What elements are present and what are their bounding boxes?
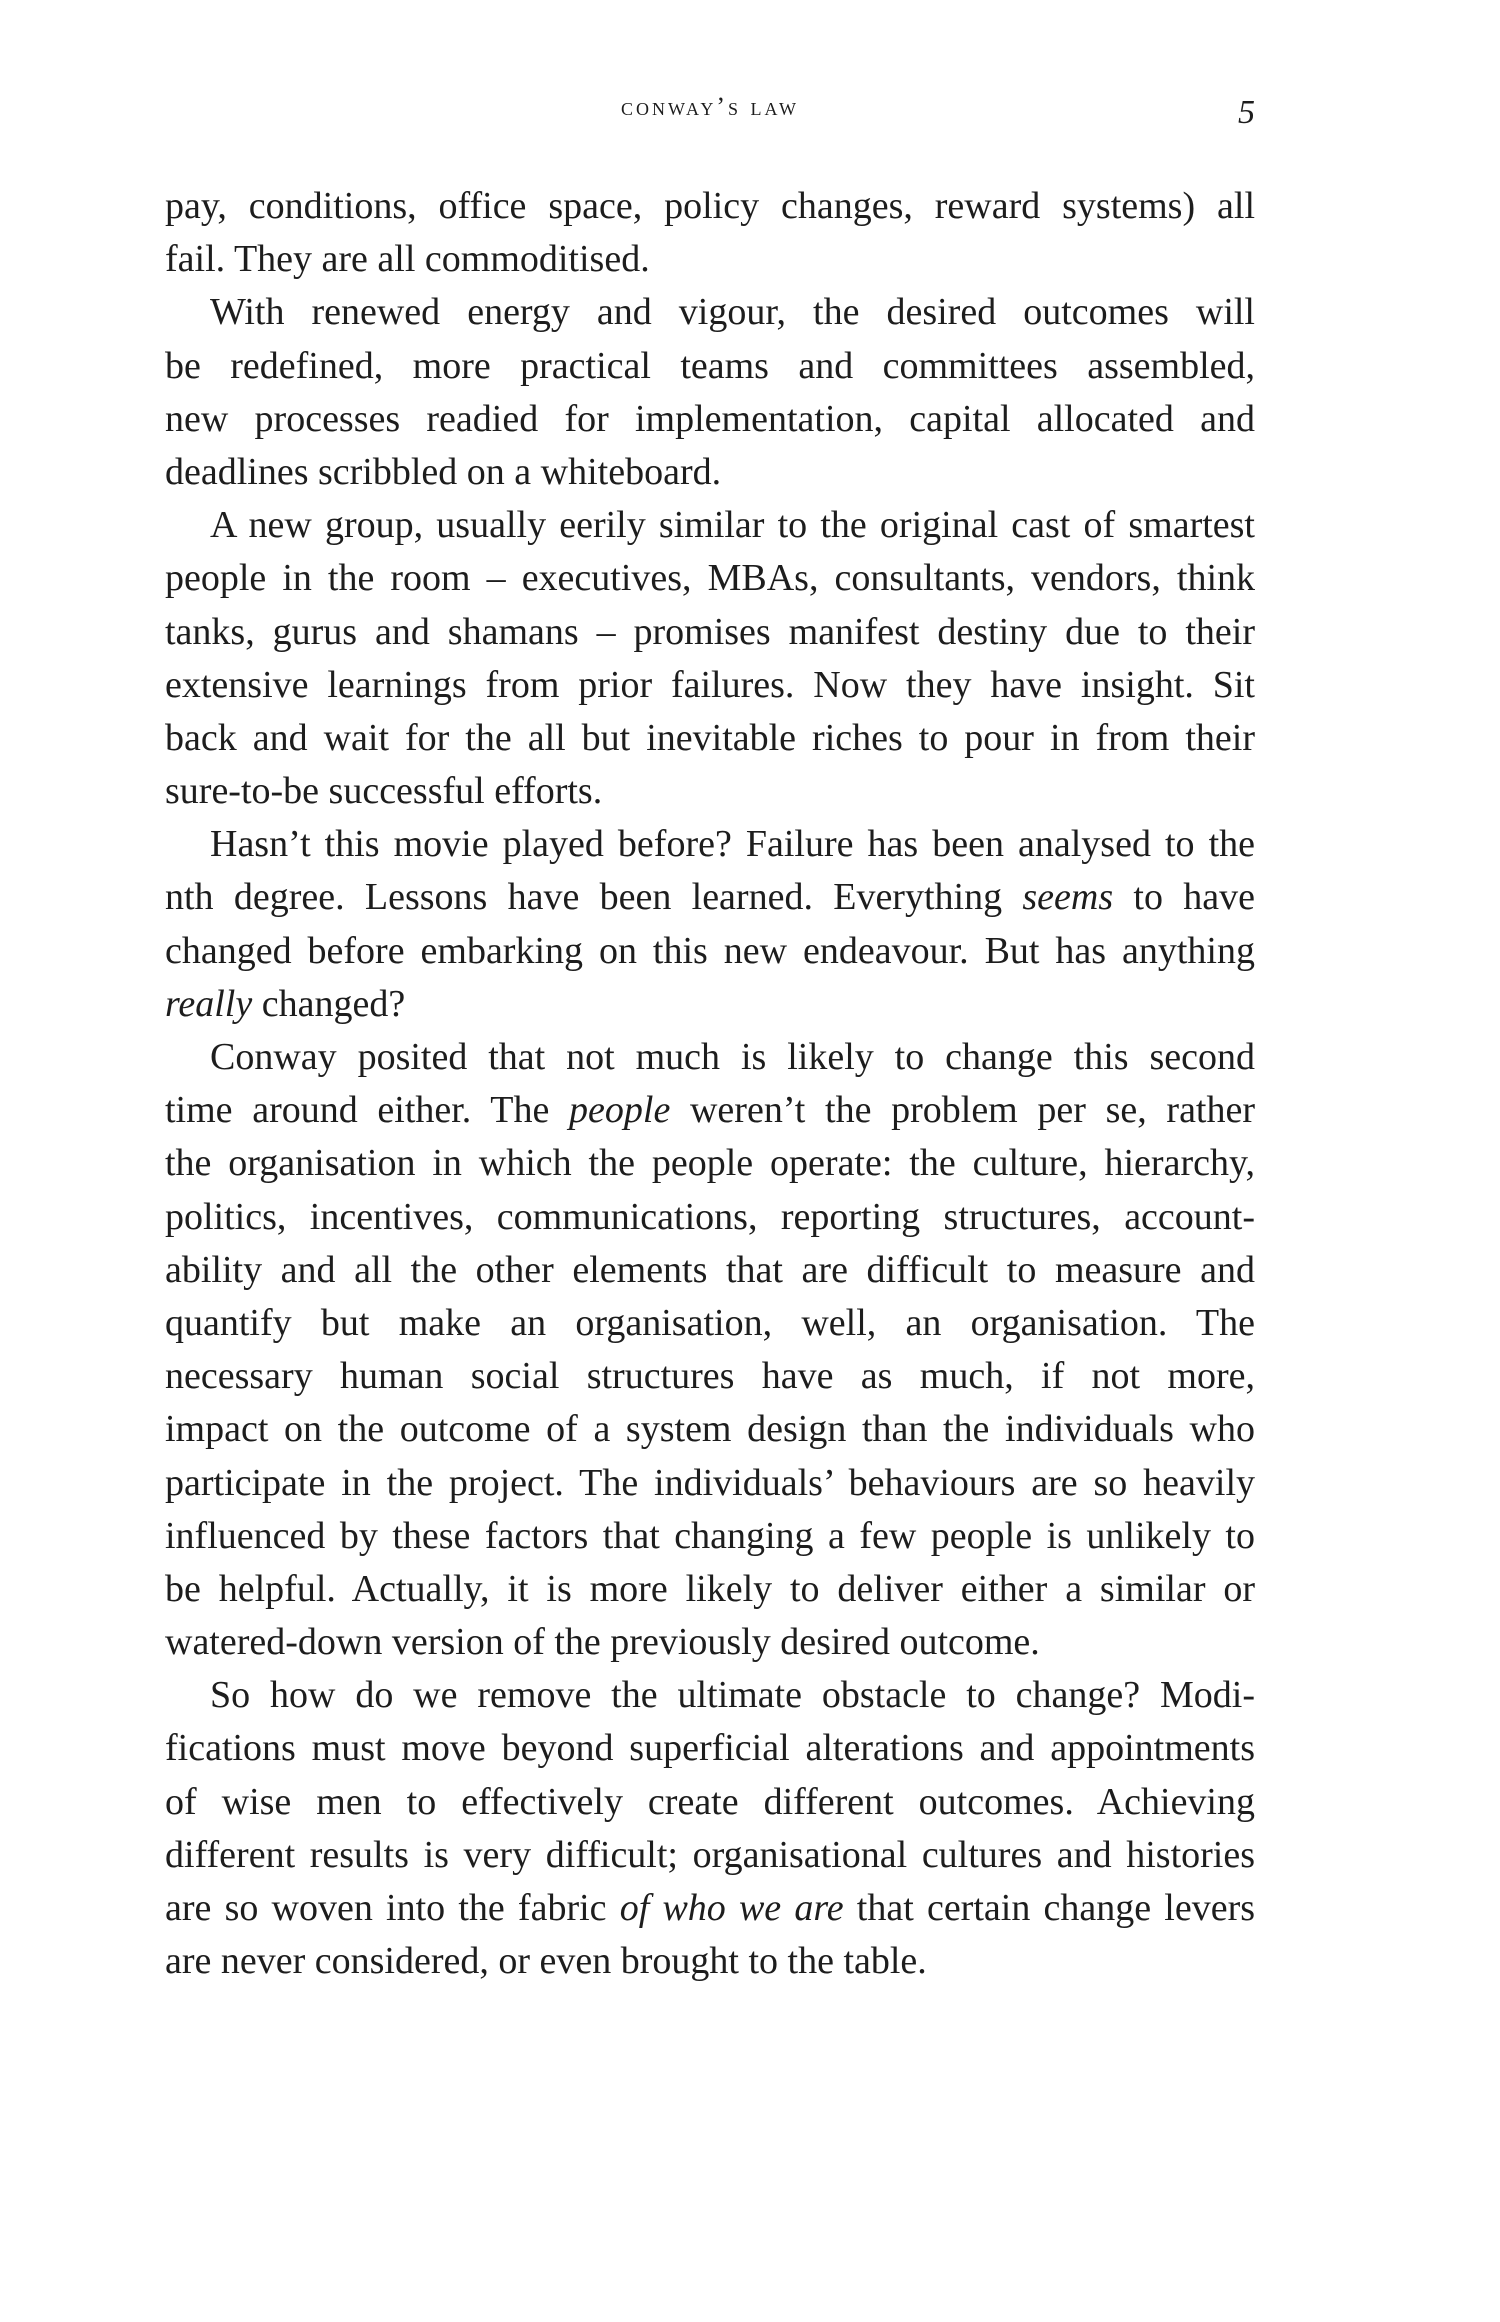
text-line: [165, 1350, 1255, 1403]
text-segment: be redefined, more practical teams and committees assembled,: [165, 344, 1255, 387]
paragraph: [165, 180, 1255, 286]
text-segment: impact on the outcome of a system design than the individuals who: [165, 1408, 1255, 1451]
text-line: [165, 1084, 1255, 1137]
text-segment: the organisation in which the people operate: the culture, hierarchy,: [165, 1142, 1255, 1185]
text-line: [165, 978, 1255, 1031]
italic-text: people: [569, 1089, 671, 1132]
text-line: [165, 1244, 1255, 1297]
text-line: [165, 286, 1255, 339]
text-line: [165, 1457, 1255, 1510]
text-segment: quantify but make an organisation, well, an organisation. The: [165, 1301, 1255, 1344]
italic-text: really: [165, 982, 253, 1025]
italic-text: of who we are: [619, 1887, 844, 1929]
text-segment: influenced by these factors that changing a few people is unlikely to: [165, 1514, 1255, 1557]
text-line: [165, 1563, 1255, 1616]
text-line: [165, 818, 1255, 871]
text-line: [165, 180, 1255, 233]
text-segment: back and wait for the all but inevitable riches to pour in from their: [165, 716, 1255, 759]
text-segment: changed before embarking on this new endeavour. But has anything: [165, 929, 1255, 972]
text-segment: extensive learnings from prior failures. Now they have insight. Sit: [165, 663, 1255, 706]
text-segment: of wise men to effectively create different outcomes. Achieving: [165, 1780, 1255, 1823]
text-line: [165, 499, 1255, 552]
text-segment: that certain change levers: [843, 1887, 1256, 1929]
text-segment: nth degree. Lessons have been learned. Everything: [165, 876, 1023, 919]
text-segment: ability and all the other elements that are difficult to measure and: [165, 1248, 1255, 1291]
paragraph: [165, 286, 1255, 499]
text-line: [165, 659, 1255, 712]
text-segment: necessary human social structures have as much, if not more,: [165, 1355, 1255, 1398]
paragraph: [165, 818, 1255, 1031]
text-segment: politics, incentives, communications, reporting structures, account-: [165, 1195, 1255, 1238]
text-line: [165, 1722, 1255, 1775]
paragraph: [165, 1031, 1255, 1669]
text-line: [165, 233, 1255, 286]
text-line: [165, 1669, 1255, 1722]
text-segment: changed?: [252, 982, 406, 1025]
text-line: [165, 446, 1255, 499]
text-segment: tanks, gurus and shamans – promises manifest destiny due to their: [165, 610, 1255, 653]
text-line: [165, 1829, 1255, 1882]
text-segment: are never considered, or even brought to the table.: [165, 1940, 927, 1983]
text-segment: are so woven into the fabric: [165, 1887, 620, 1929]
text-line: [165, 1882, 1255, 1935]
italic-text: seems: [1022, 876, 1114, 919]
running-title: conway’s law: [620, 92, 800, 121]
paragraph: [165, 1669, 1255, 1988]
text-segment: participate in the project. The individuals’ behaviours are so heavily: [165, 1461, 1255, 1504]
running-head: [165, 92, 1255, 142]
text-segment: fications must move beyond superficial alterations and appointments: [165, 1727, 1255, 1770]
text-segment: With renewed energy and vigour, the desired outcomes will: [210, 291, 1255, 334]
text-segment: deadlines scribbled on a whiteboard.: [165, 450, 722, 493]
text-segment: fail. They are all commoditised.: [165, 238, 650, 281]
text-segment: So how do we remove the ultimate obstacle to change? Modi-: [210, 1674, 1255, 1717]
text-segment: new processes readied for implementation, capital allocated and: [165, 397, 1255, 440]
text-line: [165, 1137, 1255, 1190]
text-line: [165, 340, 1255, 393]
text-segment: watered-down version of the previously desired outcome.: [165, 1621, 1040, 1664]
text-segment: Conway posited that not much is likely to change this second: [210, 1036, 1255, 1078]
text-segment: time around either. The: [165, 1089, 570, 1132]
text-line: [165, 712, 1255, 765]
text-segment: weren’t the problem per se, rather: [670, 1089, 1256, 1132]
text-segment: to have: [1113, 876, 1255, 919]
text-line: [165, 1403, 1255, 1456]
text-line: [165, 1297, 1255, 1350]
text-line: [165, 1031, 1255, 1084]
text-segment: pay, conditions, office space, policy changes, reward systems) all: [165, 185, 1255, 227]
text-line: [165, 1935, 1255, 1988]
text-line: [165, 552, 1255, 605]
text-line: [165, 393, 1255, 446]
body-text: [165, 180, 1255, 1988]
page-number: 5: [1238, 94, 1255, 131]
text-segment: people in the room – executives, MBAs, consultants, vendors, think: [165, 557, 1255, 600]
text-segment: different results is very difficult; organisational cultures and histories: [165, 1833, 1255, 1876]
text-line: [165, 1510, 1255, 1563]
paragraph: [165, 499, 1255, 818]
text-line: [165, 925, 1255, 978]
text-line: [165, 871, 1255, 924]
text-line: [165, 1616, 1255, 1669]
text-segment: be helpful. Actually, it is more likely to deliver either a similar or: [165, 1567, 1255, 1610]
text-segment: sure-to-be successful efforts.: [165, 770, 603, 813]
text-line: [165, 606, 1255, 659]
text-line: [165, 765, 1255, 818]
text-segment: Hasn’t this movie played before? Failure has been analysed to the: [210, 823, 1255, 866]
text-line: [165, 1191, 1255, 1244]
text-line: [165, 1776, 1255, 1829]
text-segment: A new group, usually eerily similar to the original cast of smartest: [210, 504, 1255, 547]
